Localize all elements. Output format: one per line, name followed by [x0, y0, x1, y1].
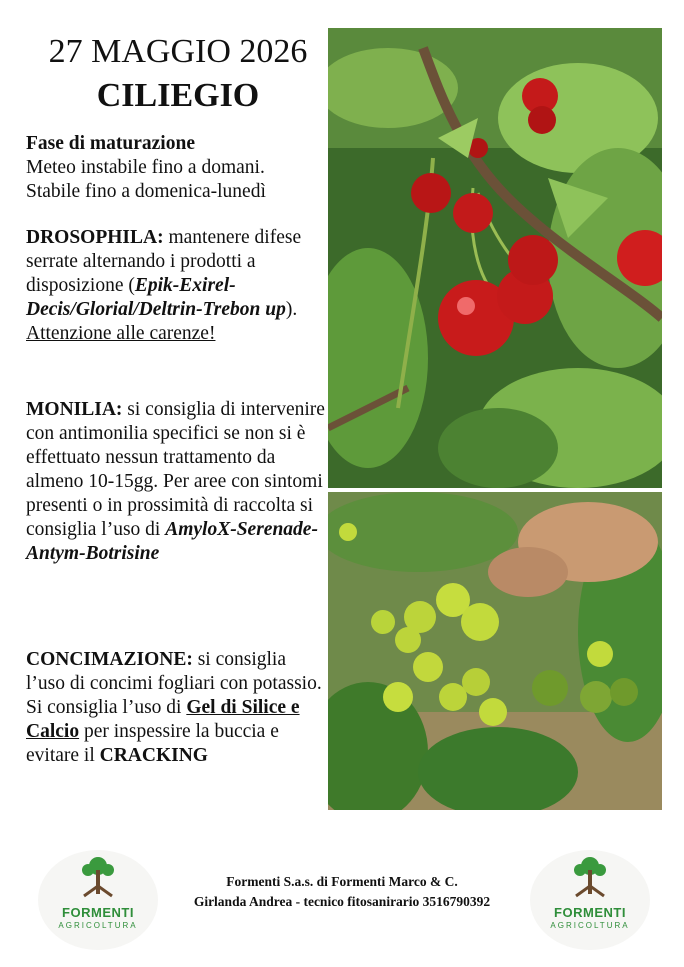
drosophila-text: mantenere difese serrate alternando i prodotti a disposizione (: [26, 227, 302, 296]
crop-title: CILIEGIO: [96, 77, 260, 114]
phase-section: [26, 132, 326, 204]
phase-line-1: Meteo instabile fino a domani.: [26, 157, 265, 178]
concimazione-section: [26, 648, 326, 768]
monilia-text: si consiglia di intervenire con antimonilia specifici se non si è effettuato nessun trattamento da almeno 10-15gg. Per aree con sintomi presenti o in prossimità di raccolta si consiglia l’uso di: [26, 399, 325, 540]
logo-sub: AGRICOLTURA: [58, 921, 138, 930]
logo-sub: AGRICOLTURA: [550, 921, 630, 930]
footer: [150, 872, 534, 912]
phase-title: Fase di maturazione: [26, 133, 195, 154]
drosophila-after: ).: [285, 299, 298, 320]
concimazione-text-2: per inspessire la buccia e evitare il: [26, 721, 279, 766]
date-heading: 27 MAGGIO 2026: [48, 33, 308, 70]
tree-icon: [570, 856, 610, 902]
monilia-section: [26, 398, 326, 566]
drosophila-warning: Attenzione alle carenze!: [26, 323, 216, 344]
concimazione-label: CONCIMAZIONE:: [26, 649, 193, 670]
ripe-cherries-illustration: [328, 28, 662, 488]
formenti-logo-left: [38, 850, 158, 950]
formenti-logo-right: [530, 850, 650, 950]
phase-line-2: Stabile fino a domenica-lunedì: [26, 181, 266, 202]
drosophila-label: DROSOPHILA:: [26, 227, 164, 248]
unripe-cherries-illustration: [328, 492, 662, 810]
concimazione-highlight: Gel di Silice e Calcio: [26, 697, 300, 742]
cracking-word: CRACKING: [99, 745, 208, 766]
drosophila-products: Epik-Exirel-Decis/Glorial/Deltrin-Trebon up: [26, 275, 286, 320]
footer-company: Formenti S.a.s. di Formenti Marco & C.: [226, 874, 458, 889]
unripe-cherries-photo: [328, 492, 662, 810]
monilia-label: MONILIA:: [26, 399, 123, 420]
concimazione-text: si consiglia l’uso di concimi fogliari con potassio. Si consiglia l’uso di: [26, 649, 322, 718]
footer-technician: Girlanda Andrea - tecnico fitosanirario 3516790392: [193, 894, 491, 909]
logo-name: FORMENTI: [62, 905, 134, 920]
monilia-products: AmyloX-Serenade-Antym-Botrisine: [26, 519, 318, 564]
ripe-cherries-photo: [328, 28, 662, 488]
logo-name: FORMENTI: [554, 905, 626, 920]
drosophila-section: [26, 226, 326, 346]
tree-icon: [78, 856, 118, 902]
